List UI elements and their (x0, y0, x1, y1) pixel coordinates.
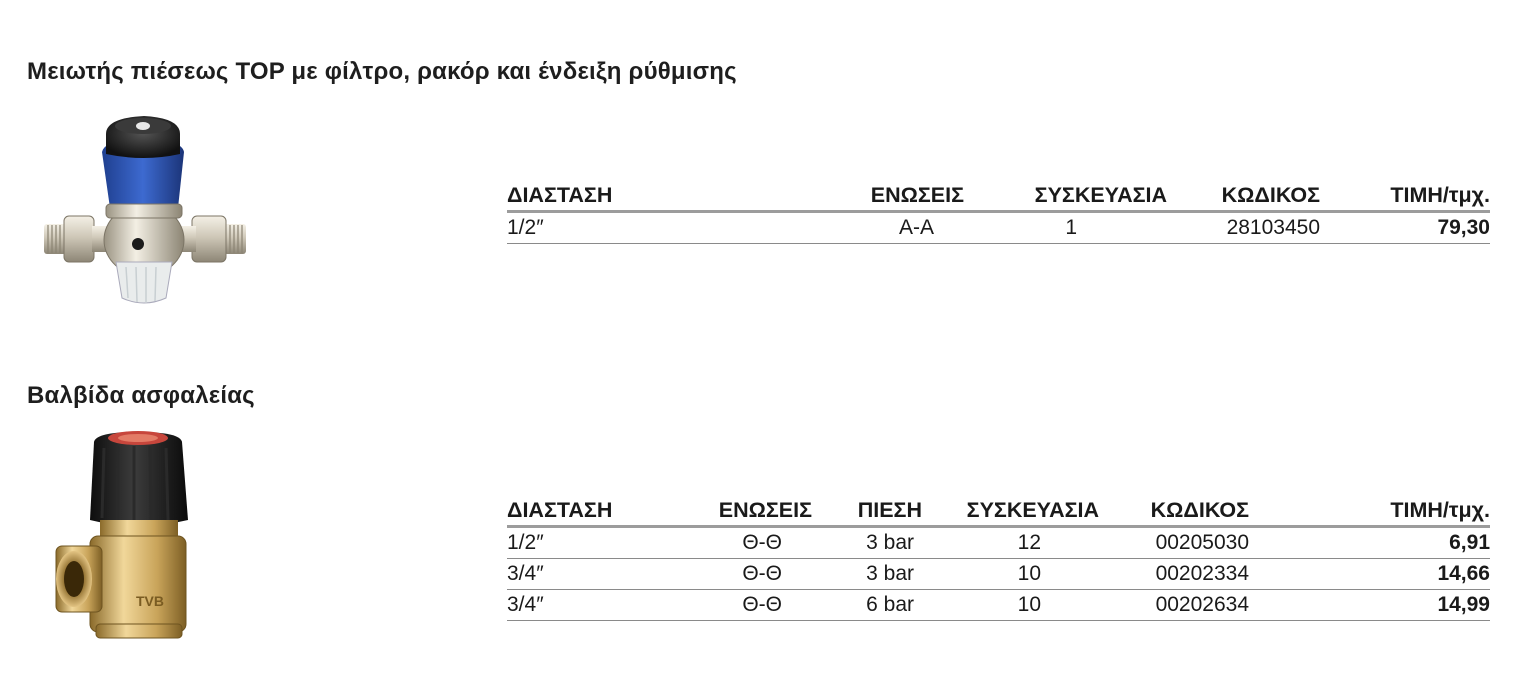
table-header-row (507, 493, 1490, 527)
cell-dimension: 1/2″ (507, 212, 657, 244)
cell-dimension: 3/4″ (507, 559, 657, 590)
product-title: Μειωτής πιέσεως TOP με φίλτρο, ρακόρ και ένδειξη ρύθμισης (27, 58, 737, 85)
header-pressure: ΠΙΕΣΗ (812, 493, 922, 527)
product-spec-table (507, 493, 1490, 621)
cell-connections: Θ-Θ (657, 559, 812, 590)
cell-package: 12 (922, 527, 1099, 559)
header-price: ΤΙΜΗ/τμχ. (1249, 493, 1490, 527)
safety-valve-icon (52, 428, 202, 640)
cell-price: 6,91 (1249, 527, 1490, 559)
cell-connections: Α-Α (657, 212, 972, 244)
product-spec-table (507, 178, 1490, 244)
header-connections: ΕΝΩΣΕΙΣ (657, 493, 812, 527)
cell-package: 10 (922, 590, 1099, 621)
table-row (507, 559, 1490, 590)
header-dimension: ΔΙΑΣΤΑΣΗ (507, 493, 657, 527)
pressure-reducer-valve-icon (40, 112, 250, 312)
cell-price: 79,30 (1320, 212, 1490, 244)
header-connections: ΕΝΩΣΕΙΣ (657, 178, 972, 212)
cell-pressure: 3 bar (812, 527, 922, 559)
header-package: ΣΥΣΚΕΥΑΣΙΑ (922, 493, 1099, 527)
header-code: ΚΩΔΙΚΟΣ (1175, 178, 1320, 212)
header-code: ΚΩΔΙΚΟΣ (1099, 493, 1249, 527)
cell-connections: Θ-Θ (657, 590, 812, 621)
header-price: ΤΙΜΗ/τμχ. (1320, 178, 1490, 212)
cell-code: 00202334 (1099, 559, 1249, 590)
cell-package: 1 (972, 212, 1175, 244)
cell-dimension: 3/4″ (507, 590, 657, 621)
cell-pressure: 6 bar (812, 590, 922, 621)
svg-text:TVB: TVB (136, 593, 164, 609)
cell-code: 00202634 (1099, 590, 1249, 621)
cell-price: 14,66 (1249, 559, 1490, 590)
cell-pressure: 3 bar (812, 559, 922, 590)
cell-code: 00205030 (1099, 527, 1249, 559)
table-row (507, 212, 1490, 244)
header-package: ΣΥΣΚΕΥΑΣΙΑ (972, 178, 1175, 212)
table-row (507, 590, 1490, 621)
cell-package: 10 (922, 559, 1099, 590)
product-title: Βαλβίδα ασφαλείας (27, 382, 255, 409)
table-row (507, 527, 1490, 559)
cell-connections: Θ-Θ (657, 527, 812, 559)
cell-code: 28103450 (1175, 212, 1320, 244)
cell-price: 14,99 (1249, 590, 1490, 621)
cell-dimension: 1/2″ (507, 527, 657, 559)
header-dimension: ΔΙΑΣΤΑΣΗ (507, 178, 657, 212)
table-header-row (507, 178, 1490, 212)
